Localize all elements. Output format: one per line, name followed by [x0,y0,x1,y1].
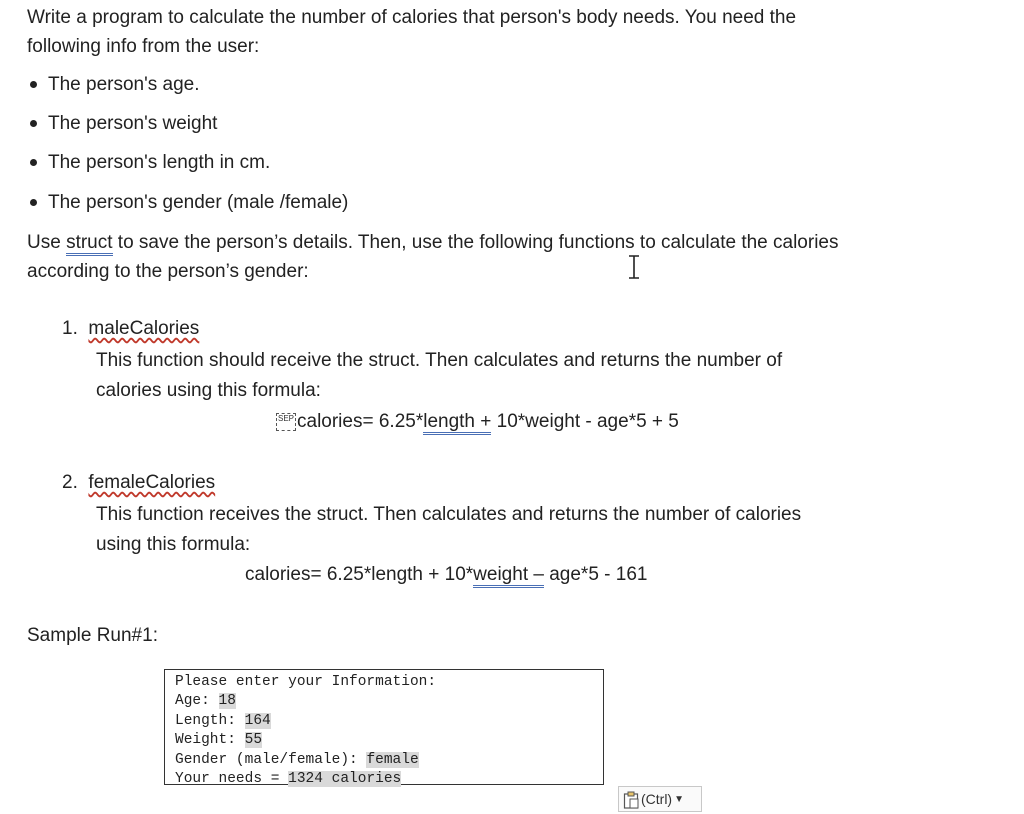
function-1-heading: 1. maleCalories [62,318,200,339]
console-age-line: Age: 18 [175,693,236,710]
function-2-desc-line-2: using this formula: [96,534,251,555]
bullet-item-weight: The person's weight [30,113,217,135]
console-length-value: 164 [244,712,271,729]
function-1-desc-line-2: calories using this formula: [96,380,321,401]
console-output [164,669,604,788]
function-1-desc-line-1: This function should receive the struct. Then calculates and returns the number of [96,350,783,371]
function-2-heading: 2. femaleCalories [62,472,216,493]
bullet-item-gender: The person's gender (male /female) [30,192,348,214]
console-gender-value: female [366,751,419,768]
bullet-item-length: The person's length in cm. [30,152,270,174]
chevron-down-icon: ▼ [674,794,685,806]
struct-paragraph-line-2: according to the person’s gender: [27,261,309,282]
console-weight-line: Weight: 55 [175,732,263,749]
paste-options-label: (Ctrl) [641,791,673,807]
intro-line-2: following info from the user: [27,36,260,57]
sample-run-heading: Sample Run#1: [27,625,158,646]
console-prompt: Please enter your Information: [175,674,437,690]
console-length-line: Length: 164 [175,712,271,729]
function-1-formula: SEP calories= 6.25*length + 10*weight - age*5 + 5 [276,408,679,436]
console-gender-line: Gender (male/female): female [175,751,419,768]
console-result-value: 1324 calories [288,771,402,788]
console-weight-value: 55 [244,732,263,749]
console-age-value: 18 [218,693,236,710]
bullet-item-age: The person's age. [30,74,200,96]
struct-word: struct [66,232,112,256]
bullet-dot [30,81,37,88]
function-2-formula: calories= 6.25*length + 10*weight – age*5 - 161 [245,561,647,589]
function-1-name: maleCalories [88,318,200,339]
struct-paragraph-line-1: Use struct to save the person’s details. Then, use the following functions to calculate the calories [27,229,838,257]
bullet-dot [30,120,37,127]
console-result-line: Your needs = 1324 calories [175,771,402,788]
section-break-icon: SEP [276,413,296,431]
formula-1-underlined: length + [423,411,491,435]
clipboard-icon [623,791,639,809]
bullet-dot [30,159,37,166]
function-2-name: femaleCalories [88,472,216,493]
bullet-dot [30,199,37,206]
paste-options-button[interactable] [618,786,702,812]
text-cursor-icon [628,255,640,279]
formula-2-underlined: weight – [473,564,544,588]
intro-line-1: Write a program to calculate the number of calories that person's body needs. You need the [27,7,797,28]
function-2-desc-line-1: This function receives the struct. Then calculates and returns the number of calories [96,504,802,525]
